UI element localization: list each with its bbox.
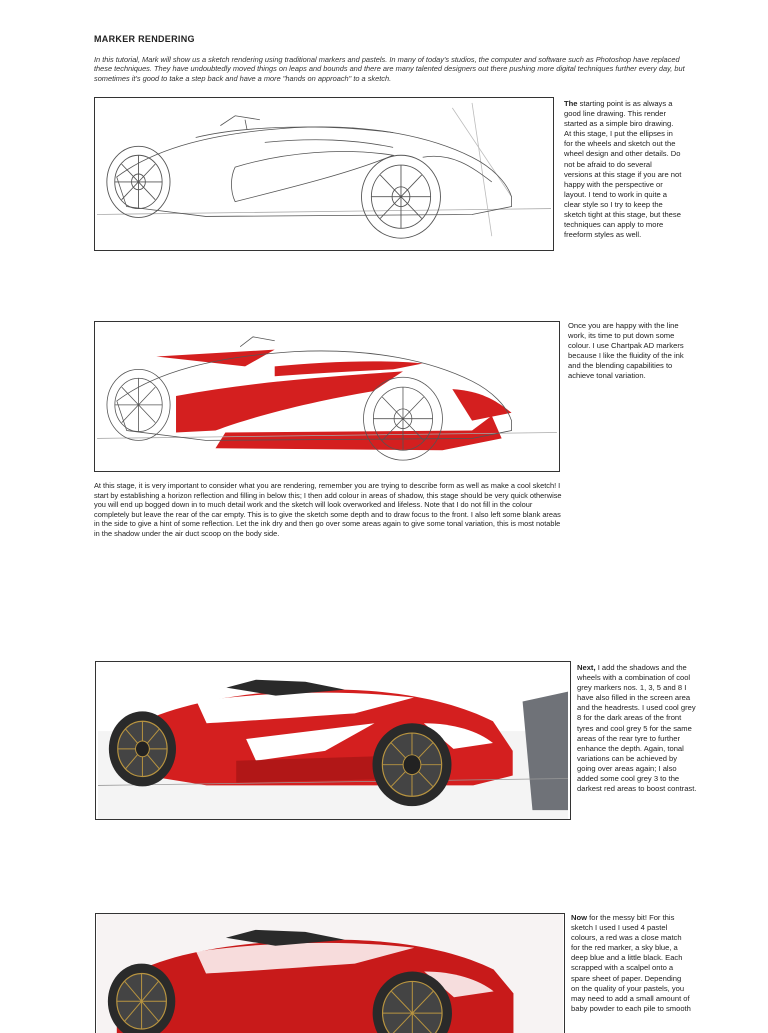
- marker-colour-panel: [94, 321, 560, 472]
- step-4-text: for the messy bit! For this sketch I used I used 4 pastel colours, a red was a close match for the red marker, a sky blue, a deep blue and a little black. Each scrapped with a scalpel onto a spare sheet of paper. Depending on the quality of your pastels, you may need to add a small amount of baby powder to each pile to smooth: [571, 913, 691, 1013]
- shadows-wheels-panel: [95, 661, 571, 820]
- step-2-caption: [568, 321, 686, 382]
- step-3-text: I add the shadows and the wheels with a combination of cool grey markers nos. 1, 3, 5 and 8 I have also filled in the screen area and the headrests. I used cool grey 8 for the dark areas of the front tyres and cool grey 5 for the same areas of the rear tyre to further enhance the depth. Again, tonal variations can be achieved by going over areas again; I also added some cool grey 3 to the darkest red areas to boost contrast.: [577, 663, 697, 794]
- intro-paragraph: In this tutorial, Mark will show us a sketch rendering using traditional markers and pastels. In many of today's studios, the computer and software such as Photoshop have replaced these techniques. They have undoubtedly moved things on leaps and bounds and there are many talented designers out there pushing more digital techniques further every day, but sometimes it's good to take a step back and have a more "hands on approach" to a sketch.: [94, 55, 685, 83]
- pastel-panel: [95, 913, 565, 1033]
- pastel-sketch: [96, 914, 564, 1033]
- step-1-caption: [564, 99, 682, 240]
- marker-colour-sketch: [95, 322, 559, 471]
- step-4-caption: [571, 913, 691, 1014]
- step-1-text: starting point is as always a good line drawing. This render started as a simple biro drawing. At this stage, I put the ellipses in for the wheels and sketch out the wheel design and other details. Do not be afraid to do several versions at this stage if you are not happy with the perspective or layout. I tend to work in quite a clear style so I try to keep the sketch tight at this stage, but these techniques can apply to more freeform styles as well.: [564, 99, 682, 240]
- body-paragraph: At this stage, it is very important to consider what you are rendering, remember you are trying to describe form as well as make a cool sketch! I start by establishing a horizon reflection and filling in below this; I then add colour in areas of shadow, this stage should be very quick otherwise you will end up bogged down in to much detail work and the sketch will look overworked and lifeless. Note that I do not fill in the colour completely but leave the rear of the car empty. This is to give the sketch some depth and to draw focus to the front. I also left some blank areas in the side to give a hint of some reflection. Let the ink dry and then go over some areas again to give some tonal variation, this is most notable in the shadow under the air duct scoop on the body side.: [94, 481, 562, 538]
- tutorial-heading: MARKER RENDERING: [94, 34, 195, 44]
- step-3-caption: [577, 663, 697, 794]
- line-drawing-panel: [94, 97, 554, 251]
- step-4-lead: Now: [571, 913, 588, 922]
- shadows-wheels-sketch: [96, 662, 570, 819]
- step-3-lead: Next,: [577, 663, 596, 672]
- step-2-text: Once you are happy with the line work, its time to put down some colour. I use Chartpak AD markers because I like the fluidity of the ink and the blending capabilities to achieve tonal variation.: [568, 321, 684, 381]
- step-1-lead: The: [564, 99, 578, 108]
- line-drawing-sketch: [95, 98, 553, 250]
